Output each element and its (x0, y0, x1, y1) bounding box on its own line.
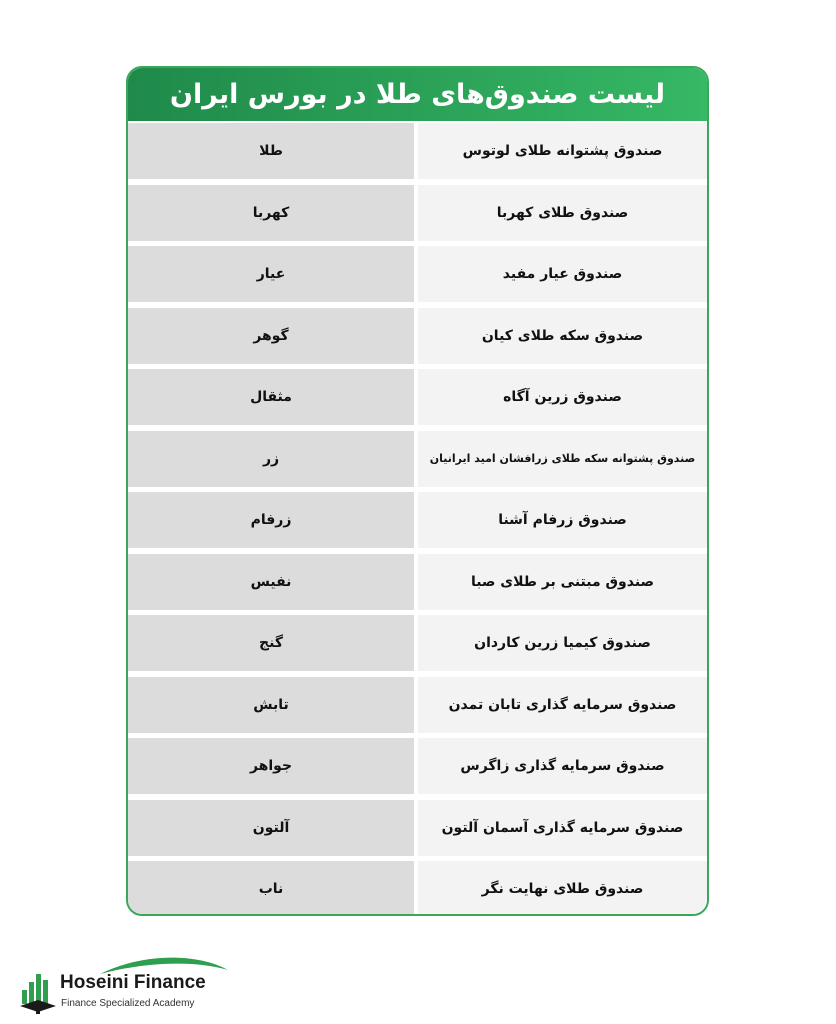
fund-name: صندوق سکه طلای کیان (418, 308, 707, 364)
brand-tagline: Finance Specialized Academy (61, 998, 195, 1009)
fund-name: صندوق زرین آگاه (418, 369, 707, 425)
table-row (128, 800, 707, 856)
gold-funds-table (126, 66, 709, 916)
fund-name: صندوق طلای نهایت نگر (418, 861, 707, 916)
table-row (128, 308, 707, 364)
fund-symbol: نفیس (128, 554, 414, 610)
fund-symbol: طلا (128, 123, 414, 179)
fund-name: صندوق کیمیا زرین کاردان (418, 615, 707, 671)
table-row (128, 492, 707, 548)
table-row (128, 677, 707, 733)
fund-name: صندوق پشتوانه طلای لوتوس (418, 123, 707, 179)
fund-name: صندوق پشتوانه سکه طلای زرافشان امید ایرانیان (418, 431, 707, 487)
fund-symbol: عیار (128, 246, 414, 302)
brand-name: Hoseini Finance (60, 972, 206, 993)
table-header (128, 68, 707, 121)
bar-chart-icon (18, 968, 58, 1014)
fund-symbol: مثقال (128, 369, 414, 425)
brand-logo (18, 952, 218, 1014)
fund-name: صندوق سرمایه گذاری تابان تمدن (418, 677, 707, 733)
fund-symbol: ناب (128, 861, 414, 916)
fund-name: صندوق عیار مفید (418, 246, 707, 302)
table-row (128, 185, 707, 241)
fund-symbol: جواهر (128, 738, 414, 794)
fund-name: صندوق مبتنی بر طلای صبا (418, 554, 707, 610)
table-row (128, 123, 707, 179)
table-row (128, 738, 707, 794)
table-row (128, 431, 707, 487)
table-row (128, 554, 707, 610)
fund-name: صندوق طلای کهربا (418, 185, 707, 241)
fund-symbol: آلتون (128, 800, 414, 856)
table-body (128, 121, 707, 916)
fund-name: صندوق زرفام آشنا (418, 492, 707, 548)
table-row (128, 246, 707, 302)
fund-symbol: زرفام (128, 492, 414, 548)
fund-name: صندوق سرمایه گذاری آسمان آلتون (418, 800, 707, 856)
fund-symbol: تابش (128, 677, 414, 733)
table-row (128, 369, 707, 425)
fund-symbol: زر (128, 431, 414, 487)
fund-symbol: کهربا (128, 185, 414, 241)
table-row (128, 615, 707, 671)
fund-name: صندوق سرمایه گذاری زاگرس (418, 738, 707, 794)
fund-symbol: گنج (128, 615, 414, 671)
table-title: لیست صندوق‌های طلا در بورس ایران (169, 79, 666, 110)
fund-symbol: گوهر (128, 308, 414, 364)
table-row (128, 861, 707, 916)
